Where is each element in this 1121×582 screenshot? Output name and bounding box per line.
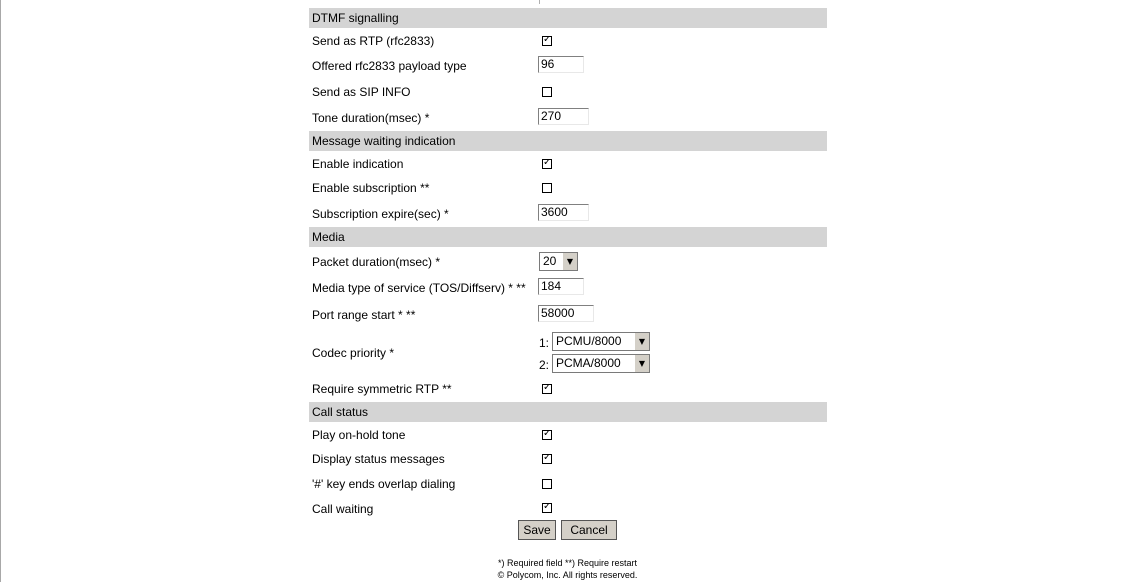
sip-info-checkbox[interactable]: [542, 87, 552, 97]
hash-key-checkbox[interactable]: [542, 479, 552, 489]
call-waiting-checkbox[interactable]: [542, 503, 552, 513]
chevron-down-icon[interactable]: ▼: [562, 253, 577, 270]
hash-key-label: '#' key ends overlap dialing: [312, 477, 456, 491]
packet-duration-select[interactable]: [539, 252, 578, 271]
port-range-input[interactable]: 58000: [538, 305, 594, 322]
enable-subscription-checkbox[interactable]: [542, 183, 552, 193]
on-hold-tone-label: Play on-hold tone: [312, 428, 406, 442]
codec-2-value: PCMA/8000: [556, 356, 621, 370]
tos-input[interactable]: 184: [538, 278, 584, 295]
tos-label: Media type of service (TOS/Diffserv) * **: [312, 281, 526, 295]
send-rtp-label: Send as RTP (rfc2833): [312, 34, 435, 48]
tone-duration-label: Tone duration(msec) *: [312, 111, 430, 125]
cancel-button[interactable]: Cancel: [561, 520, 617, 540]
chevron-down-icon[interactable]: ▼: [634, 333, 649, 350]
page-left-border: [0, 0, 1, 582]
footer-copyright: © Polycom, Inc. All rights reserved.: [497, 570, 638, 580]
codec-1-value: PCMU/8000: [556, 334, 622, 348]
enable-indication-checkbox[interactable]: [542, 159, 552, 169]
codec-priority-label: Codec priority *: [312, 346, 395, 360]
packet-duration-value: 20: [543, 254, 557, 268]
subscription-expire-label: Subscription expire(sec) *: [312, 207, 449, 221]
payload-type-input[interactable]: 96: [538, 56, 584, 73]
packet-duration-label: Packet duration(msec) *: [312, 255, 441, 269]
chevron-down-icon[interactable]: ▼: [634, 355, 649, 372]
section-header-dtmf: DTMF signalling: [309, 8, 827, 28]
codec-1-number: 1:: [539, 336, 550, 350]
port-range-label: Port range start * **: [312, 308, 416, 322]
codec-2-select[interactable]: [552, 354, 650, 373]
send-rtp-checkbox[interactable]: [542, 36, 552, 46]
call-waiting-label: Call waiting: [312, 502, 374, 516]
section-header-call-status: Call status: [309, 402, 827, 422]
section-header-media: Media: [309, 227, 827, 247]
tone-duration-input[interactable]: 270: [538, 108, 589, 125]
previous-field-edge: [539, 0, 540, 4]
payload-type-label: Offered rfc2833 payload type: [312, 59, 467, 73]
codec-2-number: 2:: [539, 358, 550, 372]
sip-info-label: Send as SIP INFO: [312, 85, 411, 99]
enable-indication-label: Enable indication: [312, 157, 404, 171]
on-hold-tone-checkbox[interactable]: [542, 430, 552, 440]
symmetric-rtp-label: Require symmetric RTP **: [312, 382, 452, 396]
symmetric-rtp-checkbox[interactable]: [542, 384, 552, 394]
footer-legend: *) Required field **) Require restart: [497, 558, 638, 568]
save-button[interactable]: Save: [518, 520, 556, 540]
codec-1-select[interactable]: [552, 332, 650, 351]
subscription-expire-input[interactable]: 3600: [538, 204, 589, 221]
status-messages-label: Display status messages: [312, 452, 445, 466]
enable-subscription-label: Enable subscription **: [312, 181, 430, 195]
section-header-mwi: Message waiting indication: [309, 131, 827, 151]
status-messages-checkbox[interactable]: [542, 454, 552, 464]
